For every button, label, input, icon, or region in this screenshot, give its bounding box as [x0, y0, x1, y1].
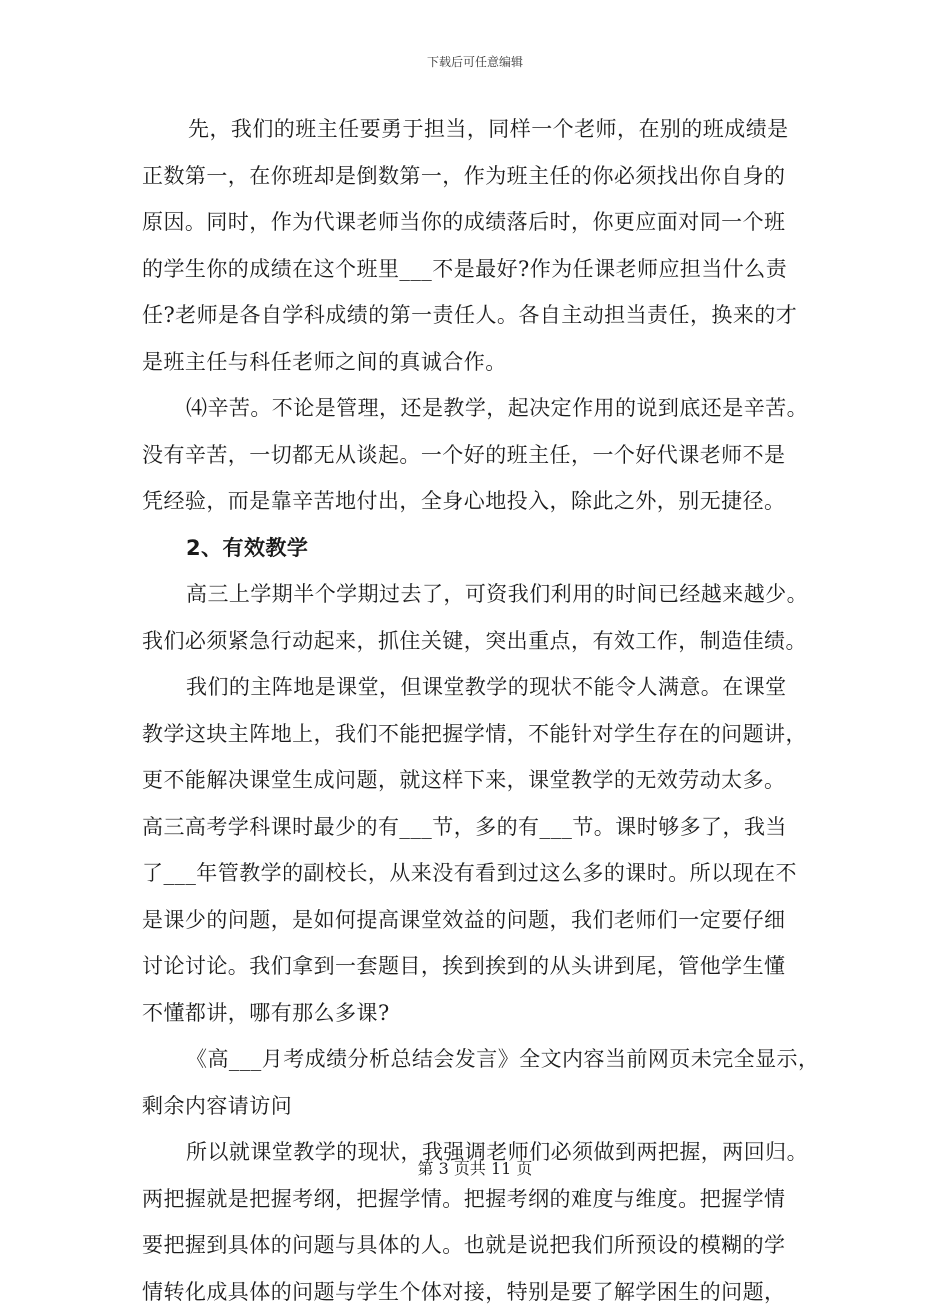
- text-line: 不懂都讲，哪有那么多课?: [142, 990, 822, 1037]
- text-line: 情转化成具体的问题与学生个体对接，特别是要了解学困生的问题，: [142, 1269, 822, 1315]
- text-line: 高三高考学科课时最少的有___节，多的有___节。课时够多了，我当: [142, 804, 822, 851]
- text-line: 剩余内容请访问: [142, 1083, 822, 1130]
- page-footer: 第 3 页共 11 页: [0, 1156, 950, 1179]
- document-body: [142, 106, 822, 1315]
- text-line: 了___年管教学的副校长，从来没有看到过这么多的课时。所以现在不: [142, 850, 822, 897]
- text-line: 高三上学期半个学期过去了，可资我们利用的时间已经越来越少。: [142, 571, 822, 618]
- text-line: 教学这块主阵地上，我们不能把握学情，不能针对学生存在的问题讲，: [142, 711, 822, 758]
- text-line: 更不能解决课堂生成问题，就这样下来，课堂教学的无效劳动太多。: [142, 757, 822, 804]
- text-line: 《高___月考成绩分析总结会发言》全文内容当前网页未完全显示，: [142, 1036, 822, 1083]
- text-line: ⑷辛苦。不论是管理，还是教学，起决定作用的说到底还是辛苦。: [142, 385, 822, 432]
- text-line: 所以就课堂教学的现状，我强调老师们必须做到两把握，两回归。: [142, 1129, 822, 1176]
- text-line: 是班主任与科任老师之间的真诚合作。: [142, 339, 822, 386]
- text-line: 先，我们的班主任要勇于担当，同样一个老师，在别的班成绩是: [142, 106, 822, 153]
- text-line: 讨论讨论。我们拿到一套题目，挨到挨到的从头讲到尾，管他学生懂: [142, 943, 822, 990]
- page-header: 下载后可任意编辑: [0, 53, 950, 70]
- text-line: 没有辛苦，一切都无从谈起。一个好的班主任，一个好代课老师不是: [142, 432, 822, 479]
- text-line: 原因。同时，作为代课老师当你的成绩落后时，你更应面对同一个班: [142, 199, 822, 246]
- text-line: 的学生你的成绩在这个班里___不是最好?作为任课老师应担当什么责: [142, 246, 822, 293]
- text-line: 凭经验，而是靠辛苦地付出，全身心地投入，除此之外，别无捷径。: [142, 478, 822, 525]
- text-line: 我们必须紧急行动起来，抓住关键，突出重点，有效工作，制造佳绩。: [142, 618, 822, 665]
- text-line: 是课少的问题，是如何提高课堂效益的问题，我们老师们一定要仔细: [142, 897, 822, 944]
- text-line: 两把握就是把握考纲，把握学情。把握考纲的难度与维度。把握学情: [142, 1176, 822, 1223]
- text-line: 要把握到具体的问题与具体的人。也就是说把我们所预设的模糊的学: [142, 1222, 822, 1269]
- text-line: 正数第一，在你班却是倒数第一，作为班主任的你必须找出你自身的: [142, 153, 822, 200]
- text-line: 我们的主阵地是课堂，但课堂教学的现状不能令人满意。在课堂: [142, 664, 822, 711]
- text-line: 任?老师是各自学科成绩的第一责任人。各自主动担当责任，换来的才: [142, 292, 822, 339]
- section-heading: 2、有效教学: [142, 525, 822, 572]
